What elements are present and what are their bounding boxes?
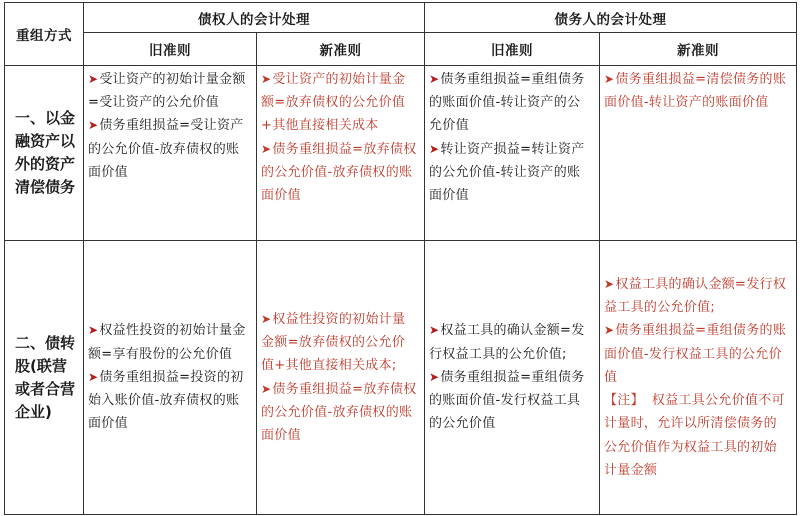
note-text: 【注】 权益工具公允价值不可计量时，允许以所清偿债务的公允价值作为权益工具的初始计量金额 [604, 393, 785, 478]
bullet-icon: ➤ [604, 323, 615, 338]
bullet-icon: ➤ [261, 311, 272, 326]
list-item: ➤债务重组损益=受让资产的公允价值-放弃债权的账面价值 [88, 118, 244, 180]
list-item: ➤债务重组损益=放弃债权的公允价值-放弃债权的账面价值 [261, 141, 417, 204]
debtor-new-rule-header: 新准则 [600, 33, 797, 66]
bullet-icon: ➤ [88, 118, 99, 133]
bullet-icon: ➤ [604, 72, 615, 86]
header-row-2 [5, 33, 797, 66]
bullet-icon: ➤ [604, 277, 615, 292]
list-item: ➤债务重组损益=投资的初始入账价值-放弃债权的账面价值 [88, 369, 244, 432]
table-row [5, 66, 797, 241]
debtor-old-cell [425, 241, 600, 515]
list-item: ➤债务重组损益=放弃债权的公允价值-放弃债权的账面价值 [261, 381, 417, 443]
debtor-old-rule-header: 旧准则 [425, 33, 600, 66]
bullet-icon: ➤ [429, 323, 440, 338]
row-method-label: 二、债转股(联营或者合营企业) [5, 241, 84, 515]
bullet-icon: ➤ [261, 72, 272, 86]
debtor-header: 债务人的会计处理 [425, 3, 797, 33]
debtor-new-cell [600, 66, 797, 241]
method-column-header: 重组方式 [5, 3, 84, 66]
bullet-icon: ➤ [429, 369, 440, 384]
creditor-old-rule-header: 旧准则 [84, 33, 257, 66]
list-item: ➤债务重组损益=重组债务的账面价值-转让资产的公允价值 [429, 72, 585, 134]
row-method-label: 一、以金融资产以外的资产清偿债务 [5, 66, 84, 241]
creditor-header: 债权人的会计处理 [84, 3, 425, 33]
bullet-icon: ➤ [88, 369, 99, 384]
creditor-old-cell [84, 66, 257, 241]
bullet-icon: ➤ [429, 72, 440, 86]
creditor-new-cell [257, 241, 425, 515]
creditor-new-rule-header: 新准则 [257, 33, 425, 66]
table-row [5, 241, 797, 515]
bullet-icon: ➤ [88, 323, 99, 338]
bullet-icon: ➤ [429, 141, 440, 156]
list-item: ➤受让资产的初始计量金额=放弃债权的公允价值+其他直接相关成本 [261, 72, 406, 134]
debtor-new-cell [600, 241, 797, 515]
list-item: ➤权益性投资的初始计量金额=放弃债权的公允价值+其他直接相关成本; [261, 311, 406, 374]
bullet-icon: ➤ [88, 72, 99, 86]
bullet-icon: ➤ [261, 381, 272, 396]
list-item: ➤受让资产的初始计量金额=受让资产的公允价值 [88, 72, 246, 111]
list-item: ➤转让资产损益=转让资产的公允价值-转让资产的账面价值 [429, 141, 585, 204]
list-item: ➤债务重组损益=重组债务的账面价值-发行权益工具的公允价值 [604, 323, 787, 385]
creditor-new-cell [257, 66, 425, 241]
note-tag: 【注】 [604, 393, 644, 409]
list-item: ➤债务重组损益=重组债务的账面价值-发行权益工具的公允价值 [429, 369, 585, 432]
list-item: ➤债务重组损益=清偿债务的账面价值-转让资产的账面价值 [604, 72, 787, 111]
header-row-1 [5, 3, 797, 33]
list-item: ➤权益性投资的初始计量金额=享有股份的公允价值 [88, 323, 246, 362]
creditor-old-cell [84, 241, 257, 515]
list-item: ➤权益工具的确认金额=发行权益工具的公允价值; [429, 323, 585, 362]
debt-restructuring-table [4, 2, 797, 515]
debtor-old-cell [425, 66, 600, 241]
bullet-icon: ➤ [261, 141, 272, 156]
list-item: ➤权益工具的确认金额=发行权益工具的公允价值; [604, 277, 787, 316]
